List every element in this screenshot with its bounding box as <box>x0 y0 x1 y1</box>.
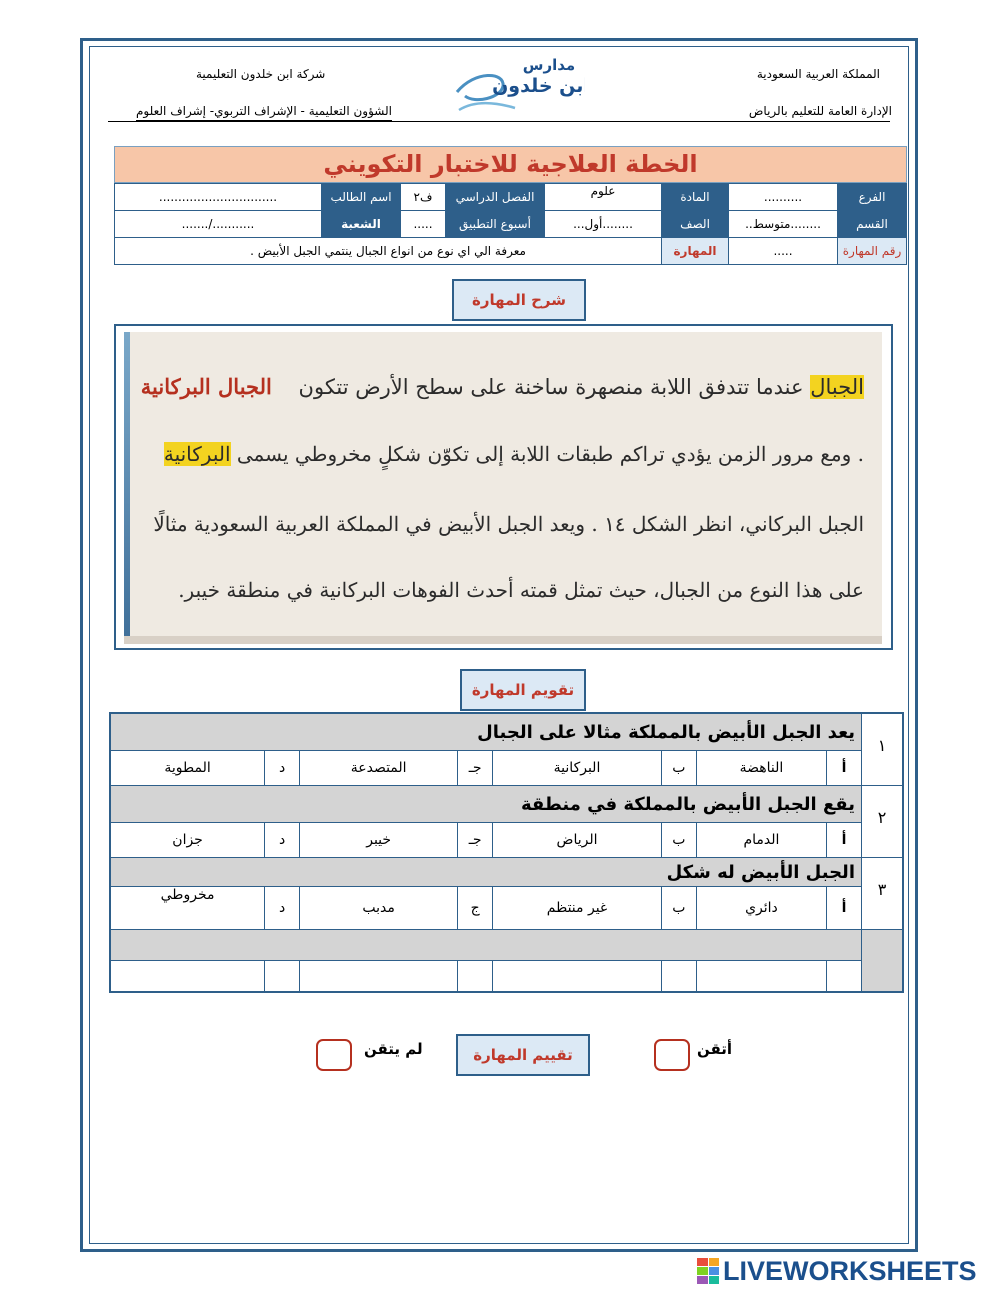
question-number: ١ <box>862 713 904 786</box>
option-choice[interactable]: غير منتظم <box>493 887 662 930</box>
option-letter: أ <box>827 823 862 858</box>
class-label: الشعبة <box>322 211 401 238</box>
not-mastered-label: لم يتقن <box>364 1040 423 1058</box>
term-value[interactable]: ف٢ <box>401 184 446 211</box>
excerpt-line-1 <box>142 374 864 399</box>
excerpt-heading: الجبال البركانية <box>140 374 272 399</box>
blank-row <box>110 961 903 993</box>
option-choice[interactable]: المتصدعة <box>300 751 458 786</box>
assess-skill-button[interactable]: تقييم المهارة <box>456 1034 590 1076</box>
highlight-mountains: الجبال <box>810 375 864 399</box>
skill-label: المهارة <box>662 238 729 265</box>
excerpt-line-3: الجبل البركاني، انظر الشكل ١٤ . ويعد الجبل الأبيض في المملكة العربية السعودية مثالًا <box>153 512 864 536</box>
header-underline-right <box>108 121 890 122</box>
logo-bottom-text: ابن خلدون <box>492 75 585 97</box>
grade-value[interactable]: ........أول... <box>545 211 662 238</box>
section-value[interactable]: ........متوسط.. <box>729 211 838 238</box>
option-choice[interactable]: مدبب <box>300 887 458 930</box>
class-value[interactable]: .........../....... <box>115 211 322 238</box>
excerpt-line-1-text: عندما تتدفق اللابة منصهرة ساخنة على سطح الأرض تتكون <box>298 375 804 399</box>
option-letter: ب <box>661 823 696 858</box>
option-letter: ب <box>661 751 696 786</box>
question-number: ٢ <box>862 786 904 858</box>
option-choice[interactable]: دائري <box>696 887 826 930</box>
option-letter: ج <box>458 887 493 930</box>
question-stem: يعد الجبل الأبيض بالمملكة مثالا على الجبال <box>110 713 862 751</box>
grade-label: الصف <box>662 211 729 238</box>
liveworksheets-text: LIVEWORKSHEETS <box>723 1255 977 1286</box>
option-choice[interactable]: المطوية <box>110 751 265 786</box>
header-company: شركة ابن خلدون التعليمية <box>196 67 326 81</box>
option-choice[interactable]: خيبر <box>300 823 458 858</box>
explanation-box <box>114 324 893 650</box>
excerpt-line-2 <box>142 442 864 466</box>
liveworksheets-logo-icon <box>697 1258 719 1284</box>
subject-label: المادة <box>662 184 729 211</box>
option-choice[interactable]: مخروطي <box>110 887 265 930</box>
question-stem: الجبل الأبيض له شكل <box>110 858 862 887</box>
mastered-checkbox[interactable] <box>654 1039 690 1071</box>
branch-label: الفرع <box>838 184 907 211</box>
skill-value: معرفة الي اي نوع من انواع الجبال ينتمي الجبل الأبيض . <box>115 238 662 265</box>
excerpt-line-4: على هذا النوع من الجبال، حيث تمثل قمته أحدث الفوهات البركانية في منطقة خيبر. <box>178 578 864 602</box>
highlight-volcanic: البركانية <box>163 442 231 466</box>
subject-value[interactable]: علوم <box>545 184 662 211</box>
option-choice[interactable]: جزان <box>110 823 265 858</box>
week-value[interactable]: ..... <box>401 211 446 238</box>
option-letter: جـ <box>458 751 493 786</box>
option-choice[interactable]: البركانية <box>493 751 662 786</box>
excerpt-line-2-text: . ومع مرور الزمن يؤدي تراكم طبقات اللابة إلى تكوّن شكلٍ مخروطي يسمى <box>236 442 864 466</box>
skill-number-label: رقم المهارة <box>838 238 907 265</box>
option-letter: د <box>265 751 300 786</box>
option-choice[interactable]: الناهضة <box>696 751 826 786</box>
student-value[interactable]: ............................... <box>115 184 322 211</box>
info-table <box>114 183 907 265</box>
page-edge <box>124 332 130 644</box>
option-letter: د <box>265 887 300 930</box>
option-choice[interactable]: الرياض <box>493 823 662 858</box>
mastered-label: أتقن <box>697 1040 733 1058</box>
evaluate-skill-button[interactable]: تقويم المهارة <box>460 669 586 711</box>
option-letter: أ <box>827 887 862 930</box>
option-letter: ب <box>661 887 696 930</box>
option-letter: جـ <box>458 823 493 858</box>
page-title: الخطة العلاجية للاختبار التكويني <box>114 146 907 183</box>
branch-value[interactable]: .......... <box>729 184 838 211</box>
header-supervision: الشؤون التعليمية - الإشراف التربوي- إشراف العلوم <box>136 104 392 121</box>
student-label: اسم الطالب <box>322 184 401 211</box>
school-logo <box>445 52 585 118</box>
liveworksheets-watermark <box>697 1256 977 1286</box>
term-label: الفصل الدراسي <box>446 184 545 211</box>
blank-row <box>110 930 903 961</box>
header-country: المملكة العربية السعودية <box>756 67 880 81</box>
page-bottom-band <box>124 636 882 644</box>
explain-skill-button[interactable]: شرح المهارة <box>452 279 586 321</box>
question-number: ٣ <box>862 858 904 930</box>
option-letter: د <box>265 823 300 858</box>
textbook-excerpt <box>124 332 882 644</box>
question-stem: يقع الجبل الأبيض بالمملكة في منطقة <box>110 786 862 823</box>
logo-top-text: مدارس <box>522 56 576 74</box>
questions-table <box>109 712 904 993</box>
week-label: أسبوع التطبيق <box>446 211 545 238</box>
not-mastered-checkbox[interactable] <box>316 1039 352 1071</box>
option-letter: أ <box>827 751 862 786</box>
skill-number-value[interactable]: ..... <box>729 238 838 265</box>
option-choice[interactable]: الدمام <box>696 823 826 858</box>
section-label: القسم <box>838 211 907 238</box>
header-education-dept: الإدارة العامة للتعليم بالرياض <box>748 104 892 118</box>
